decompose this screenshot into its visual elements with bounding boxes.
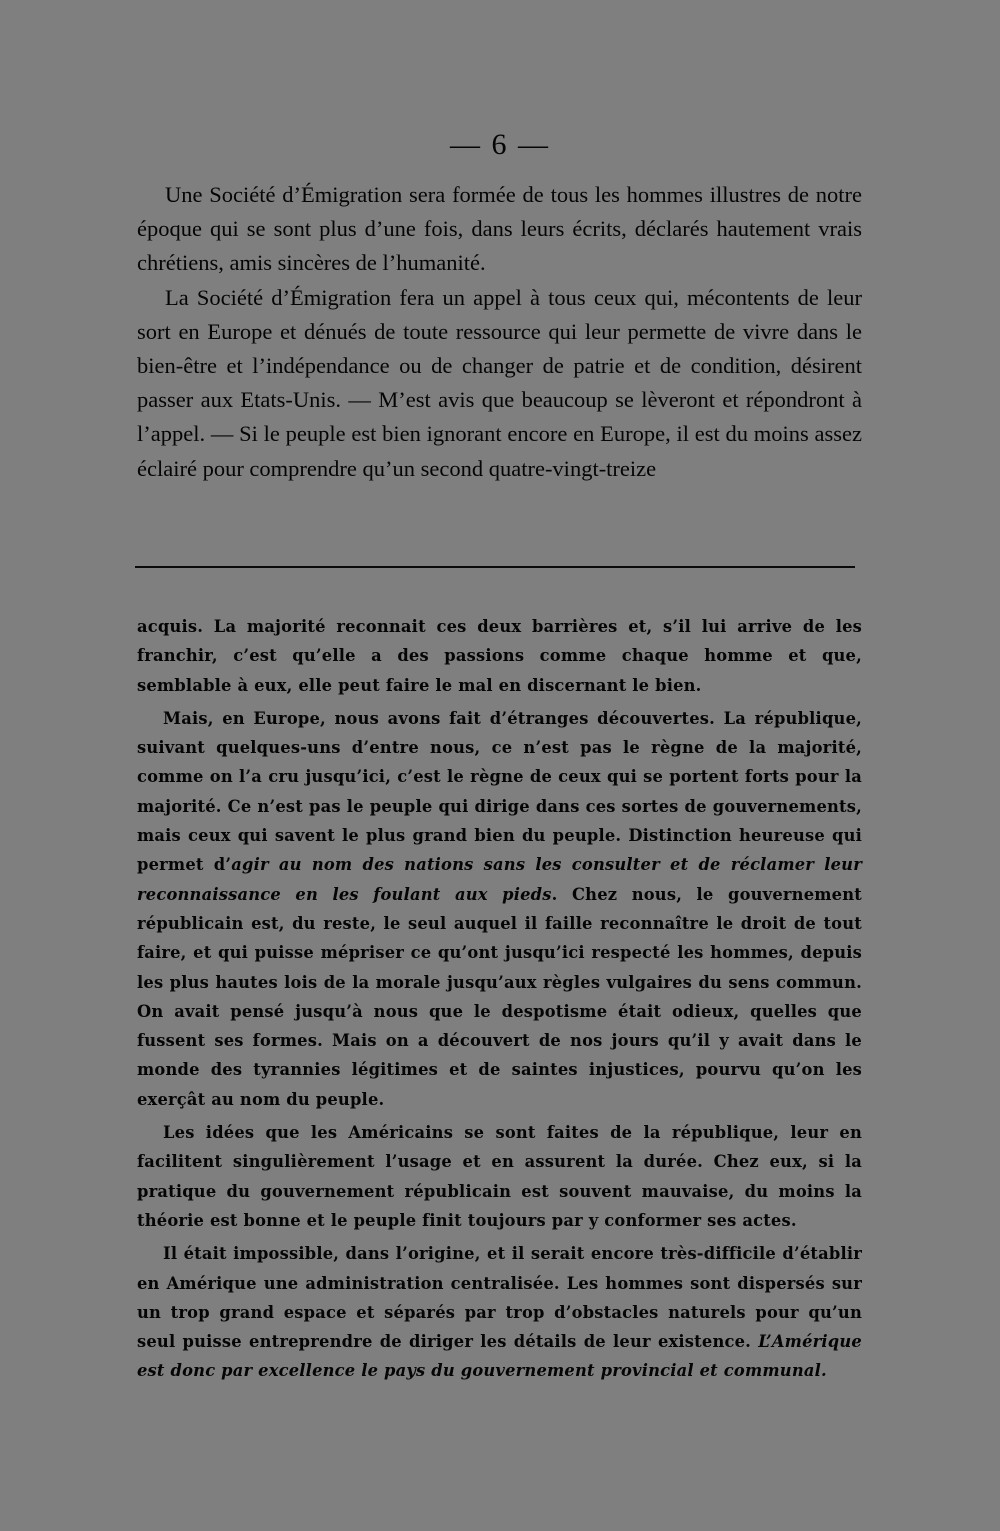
footnote-paragraph: Les idées que les Américains se sont faites de la république, leur en facilitent singulièrement l’usage et en assurent la durée. Chez eux, si la pratique du gouvernement républicain est souvent mauvaise, du moins la théorie est bonne et le peuple finit toujours par y conformer ses actes. <box>137 1123 862 1230</box>
paragraph: Une Société d’Émigration sera formée de tous les hommes illustres de notre époque qui se sont plus d’une fois, dans leurs écrits, déclarés hautement vrais chrétiens, amis sincères de l’humanité. <box>137 182 862 276</box>
paragraph: La Société d’Émigration fera un appel à tous ceux qui, mécontents de leur sort en Europe et dénués de toute ressource qui leur permette de vivre dans le bien-être et l’indépendance ou de changer de patrie et de condition, désirent passer aux Etats-Unis. — M’est avis que beaucoup se lèveront et répondront à l’appel. — Si le peuple est bien ignorant encore en Europe, il est du moins assez éclairé pour comprendre qu’un second quatre-vingt-treize <box>137 284 862 481</box>
footnote-text: Il était impossible, dans l’origine, et il serait encore très-difficile d’établir en Amérique une administration centralisée. Les hommes sont dispersés sur un trop grand espace et séparés par trop d’obstacles naturels pour qu’un seul puisse entreprendre de diriger les détails de leur existence. <box>137 1244 862 1352</box>
footnote <box>137 612 862 1386</box>
footnote-text: . Chez nous, le gouvernement républicain est, du reste, le seul auquel il faille reconnaître le droit de tout faire, et qui puisse mépriser ce qu’ont jusqu’ici respecté les hommes, depuis les plus hautes lois de la morale jusqu’aux règles vulgaires du sens commun. On avait pensé jusqu’à nous que le despotisme était odieux, quelles que fussent ses formes. Mais on a découvert de nos jours qu’il y avait dans le monde des tyrannies légitimes et de saintes injustices, pourvu qu’on les exerçât au nom du peuple. <box>137 884 862 1109</box>
footnote-paragraph: acquis. La majorité reconnait ces deux barrières et, s’il lui arrive de les franchir, c’est qu’elle a des passions comme chaque homme et que, semblable à eux, elle peut faire le mal en discernant le bien. <box>137 617 862 695</box>
footnote-text: Mais, en Europe, nous avons fait d’étranges découvertes. La république, suivant quelques-uns d’entre nous, ce n’est pas le règne de la majorité, comme on l’a cru jusqu’ici, c’est le règne de ceux qui se portent forts pour la majorité. Ce n’est pas le peuple qui dirige dans ces sortes de gouvernements, mais ceux qui savent le plus grand bien du peuple. Distinction heureuse qui permet d’ <box>137 708 862 875</box>
page-number: — 6 — <box>450 128 550 161</box>
footnote-italic-text: L’Amérique est donc par excellence le pays du gouvernement provincial et communal. <box>137 1332 862 1381</box>
footnote-italic-text: agir au nom des nations sans les consulter et de réclamer leur reconnaissance en les foulant aux pieds <box>137 855 862 904</box>
footnote-rule <box>135 566 855 568</box>
footnote-paragraph <box>137 704 862 1114</box>
main-text <box>137 178 862 486</box>
footnote-paragraph <box>137 1239 862 1385</box>
